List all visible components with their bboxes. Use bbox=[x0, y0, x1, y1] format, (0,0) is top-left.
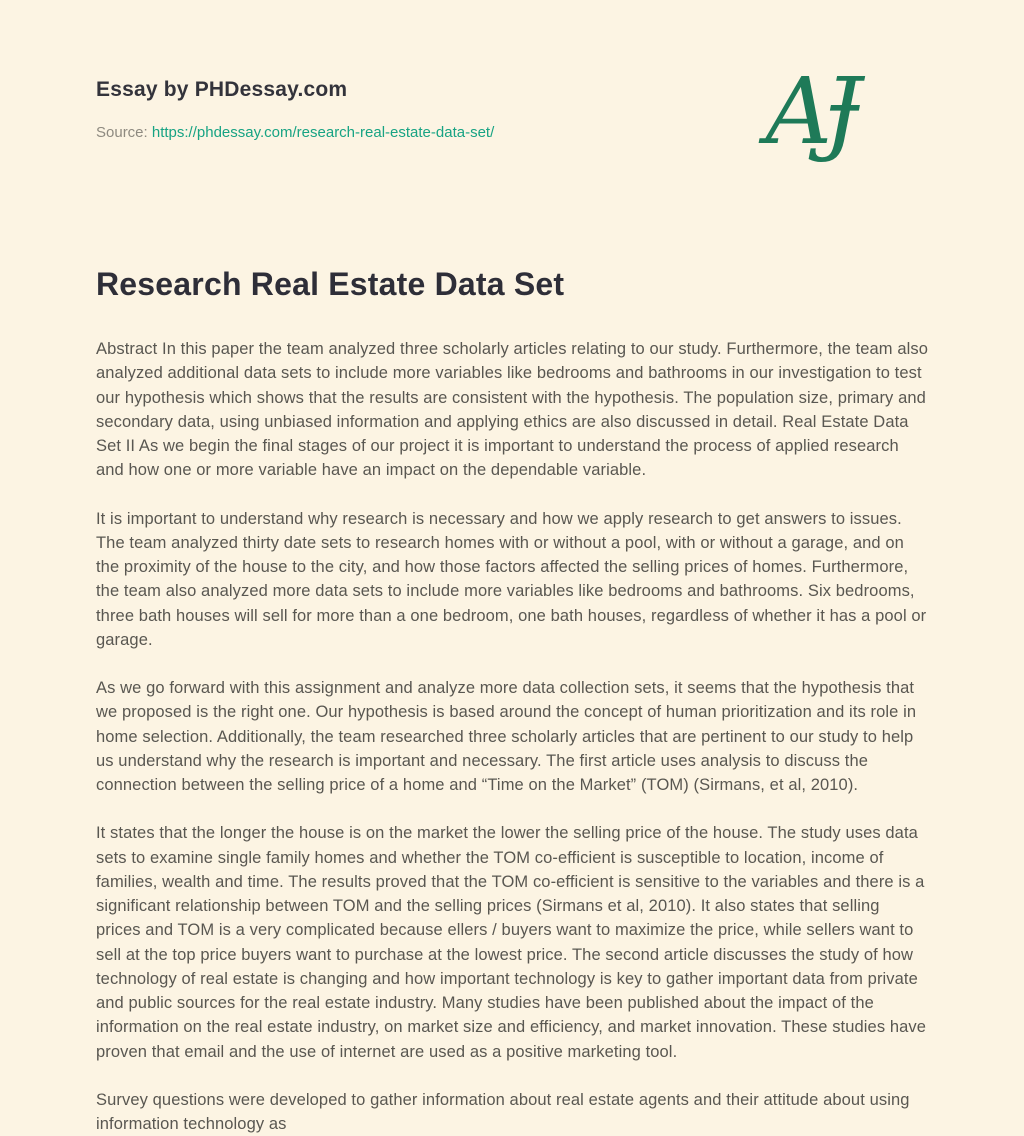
document-header bbox=[96, 58, 928, 178]
phdessay-logo-icon: AɈ bbox=[765, 58, 853, 165]
source-url-link[interactable]: https://phdessay.com/research-real-estate-data-set/ bbox=[151, 124, 495, 141]
article-body bbox=[96, 337, 928, 1136]
page-title: Research Real Estate Data Set bbox=[96, 266, 565, 302]
paragraph: Survey questions were developed to gather information about real estate agents and their attitude about using information technology as bbox=[96, 1090, 910, 1133]
source-label: Source: bbox=[96, 124, 148, 141]
paragraph: Abstract In this paper the team analyzed three scholarly articles relating to our study. Furthermore, the team also analyzed additional data sets to include more variables like bedrooms and bathrooms in our investigation to test our hypothesis which shows that the results are consistent with the hypothesis. The population size, primary and secondary data, using unbiased information and applying ethics are also discussed in detail. Real Estate Data Set II As we begin the final stages of our project it is important to understand the process of applied research and how one or more variable have an impact on the dependable variable. bbox=[96, 340, 929, 480]
paragraph: As we go forward with this assignment and analyze more data collection sets, it seems that the hypothesis that we proposed is the right one. Our hypothesis is based around the concept of human prioritization and its role in home selection. Additionally, the team researched three scholarly articles that are pertinent to our study to help us understand why the research is important and necessary. The first article uses analysis to discuss the connection between the selling price of a home and “Time on the Market” (TOM) (Sirmans, et al, 2010). bbox=[96, 679, 917, 794]
paragraph: It states that the longer the house is on the market the lower the selling price of the house. The study uses data sets to examine single family homes and whether the TOM co-efficient is susceptible to location, income of families, wealth and time. The results proved that the TOM co-efficient is sensitive to the variables and there is a significant relationship between TOM and the selling prices (Sirmans et al, 2010). It also states that selling prices and TOM is a very complicated because ellers / buyers want to maximize the price, while sellers want to sell at the top price buyers want to purchase at the lowest price. The second article discusses the study of how technology of real estate is changing and how important technology is key to gather important data from private and public sources for the real estate industry. Many studies have been published about the impact of the information on the real estate industry, on market size and efficiency, and market innovation. These studies have proven that email and the use of internet are used as a positive marketing tool. bbox=[96, 824, 927, 1061]
essay-byline: Essay by PHDessay.com bbox=[96, 78, 348, 101]
paragraph: It is important to understand why research is necessary and how we apply research to get answers to issues. The team analyzed thirty date sets to research homes with or without a pool, with or without a garage, and on the proximity of the house to the city, and how those factors affected the selling prices of homes. Furthermore, the team also analyzed more data sets to include more variables like bedrooms and bathrooms. Six bedrooms, three bath houses will sell for more than a one bedroom, one bath houses, regardless of whether it has a pool or garage. bbox=[96, 509, 927, 649]
